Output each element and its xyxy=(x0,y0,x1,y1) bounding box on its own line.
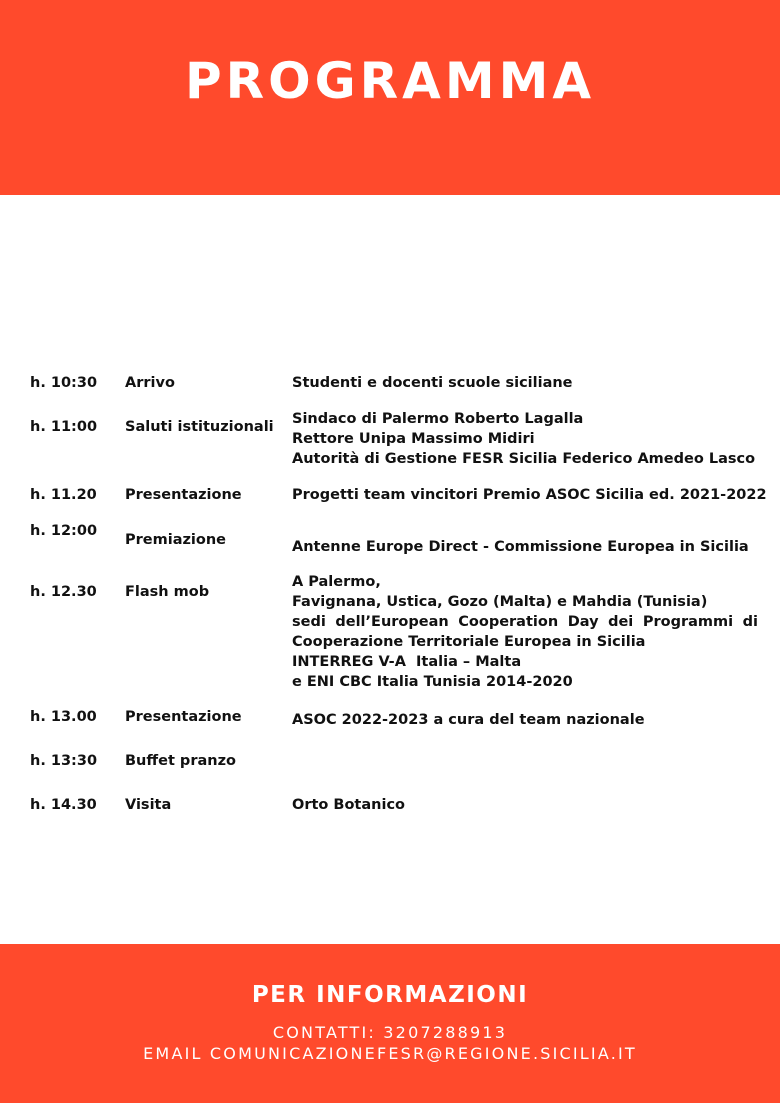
schedule-time: h. 11:00 xyxy=(30,419,98,435)
schedule-description xyxy=(292,537,749,557)
description-line: ASOC 2022-2023 a cura del team nazionale xyxy=(292,712,645,728)
description-line: Studenti e docenti scuole siciliane xyxy=(292,375,573,391)
description-line: Progetti team vincitori Premio ASOC Sicilia ed. 2021-2022 xyxy=(292,487,767,503)
schedule-description xyxy=(292,485,767,505)
description-line: Autorità di Gestione FESR Sicilia Federico Amedeo Lasco xyxy=(292,451,756,467)
schedule-activity: Premiazione xyxy=(125,532,227,548)
description-line: Rettore Unipa Massimo Midiri xyxy=(292,431,535,447)
schedule-description xyxy=(292,373,573,393)
description-line: INTERREG V-A Italia – Malta xyxy=(292,654,522,670)
description-line: Orto Botanico xyxy=(292,797,405,813)
schedule-activity: Arrivo xyxy=(125,375,175,391)
schedule-activity: Visita xyxy=(125,797,172,813)
schedule-time: h. 12:00 xyxy=(30,523,98,539)
description-line: Sindaco di Palermo Roberto Lagalla xyxy=(292,411,584,427)
description-line: sedi dell’European Cooperation Day dei Programmi di xyxy=(292,614,758,630)
contact-phone: CONTATTI: 3207288913 xyxy=(272,1023,508,1042)
page-title: PROGRAMMA xyxy=(184,52,596,110)
description-line: Cooperazione Territoriale Europea in Sicilia xyxy=(292,634,646,650)
schedule-time: h. 10:30 xyxy=(30,375,98,391)
schedule-activity: Presentazione xyxy=(125,487,242,503)
schedule-time: h. 13.00 xyxy=(30,709,97,725)
footer-title: PER INFORMAZIONI xyxy=(251,982,529,1008)
schedule-description xyxy=(292,795,405,815)
schedule-description xyxy=(292,710,645,730)
schedule-activity: Presentazione xyxy=(125,709,242,725)
description-line: Favignana, Ustica, Gozo (Malta) e Mahdia (Tunisia) xyxy=(292,594,708,610)
schedule-time: h. 13:30 xyxy=(30,753,98,769)
header-banner xyxy=(0,0,780,195)
schedule-description xyxy=(292,572,758,692)
description-line: Antenne Europe Direct - Commissione Europea in Sicilia xyxy=(292,539,749,555)
footer-banner xyxy=(0,944,780,1103)
schedule-activity: Saluti istituzionali xyxy=(125,419,274,435)
schedule-time: h. 12.30 xyxy=(30,584,97,600)
schedule-activity: Flash mob xyxy=(125,584,210,600)
description-line: e ENI CBC Italia Tunisia 2014-2020 xyxy=(292,674,573,690)
contact-email: EMAIL COMUNICAZIONEFESR@REGIONE.SICILIA.IT xyxy=(143,1044,637,1063)
schedule-time: h. 11.20 xyxy=(30,487,97,503)
schedule-activity: Buffet pranzo xyxy=(125,753,236,769)
schedule-description xyxy=(292,409,755,469)
description-line: A Palermo, xyxy=(292,574,381,590)
schedule-time: h. 14.30 xyxy=(30,797,97,813)
